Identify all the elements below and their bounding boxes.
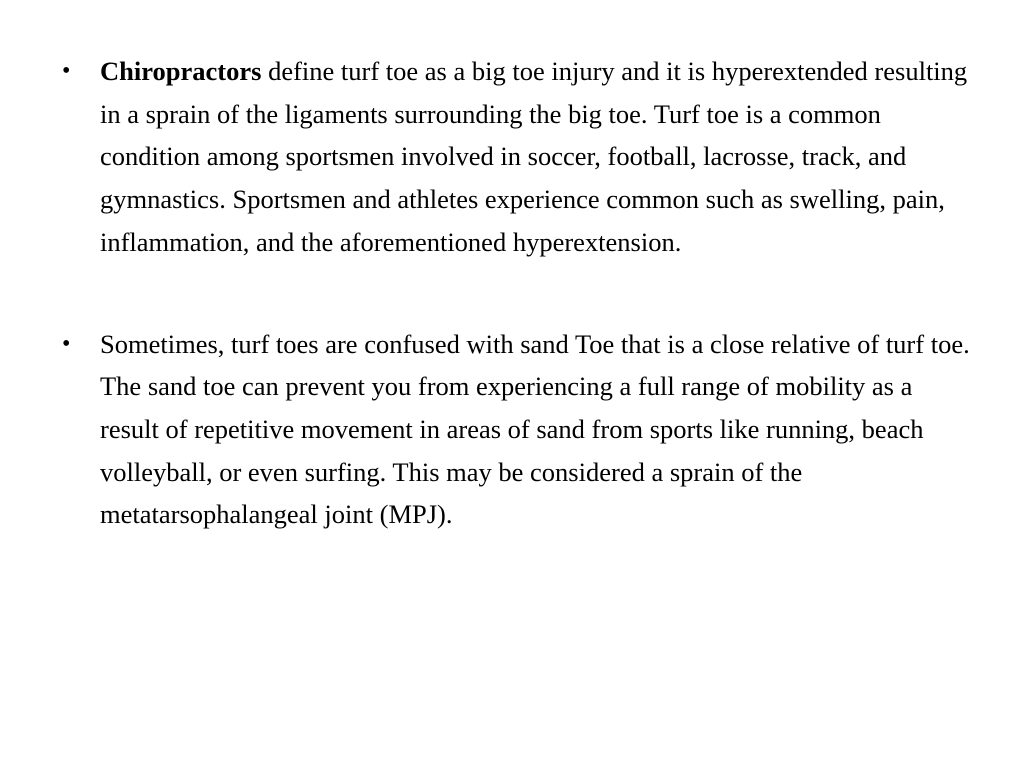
bullet-item-chiropractors	[62, 50, 972, 264]
bullet-body-text: define turf toe as a big toe injury and it is hyperextended resulting in a sprain of the ligaments surrounding the big toe. Turf toe is a common condition among sportsmen involved in soccer, football, lacrosse, track, and gymnastics. Sportsmen and athletes experience common such as swelling, pain, inflammation, and the aforementioned hyperextension.	[100, 56, 968, 257]
bullet-icon: •	[62, 330, 71, 357]
bullet-item-sand-toe	[62, 323, 972, 537]
bullet-lead-text: Chiropractors	[100, 56, 262, 86]
bullet-list	[62, 50, 972, 536]
bullet-body-text: Sometimes, turf toes are confused with sand Toe that is a close relative of turf toe. The sand toe can prevent you from experiencing a full range of mobility as a result of repetitive movement in areas of sand from sports like running, beach volleyball, or even surfing. This may be considered a sprain of the metatarsophalangeal joint (MPJ).	[100, 328, 970, 530]
bullet-icon: •	[62, 58, 71, 84]
